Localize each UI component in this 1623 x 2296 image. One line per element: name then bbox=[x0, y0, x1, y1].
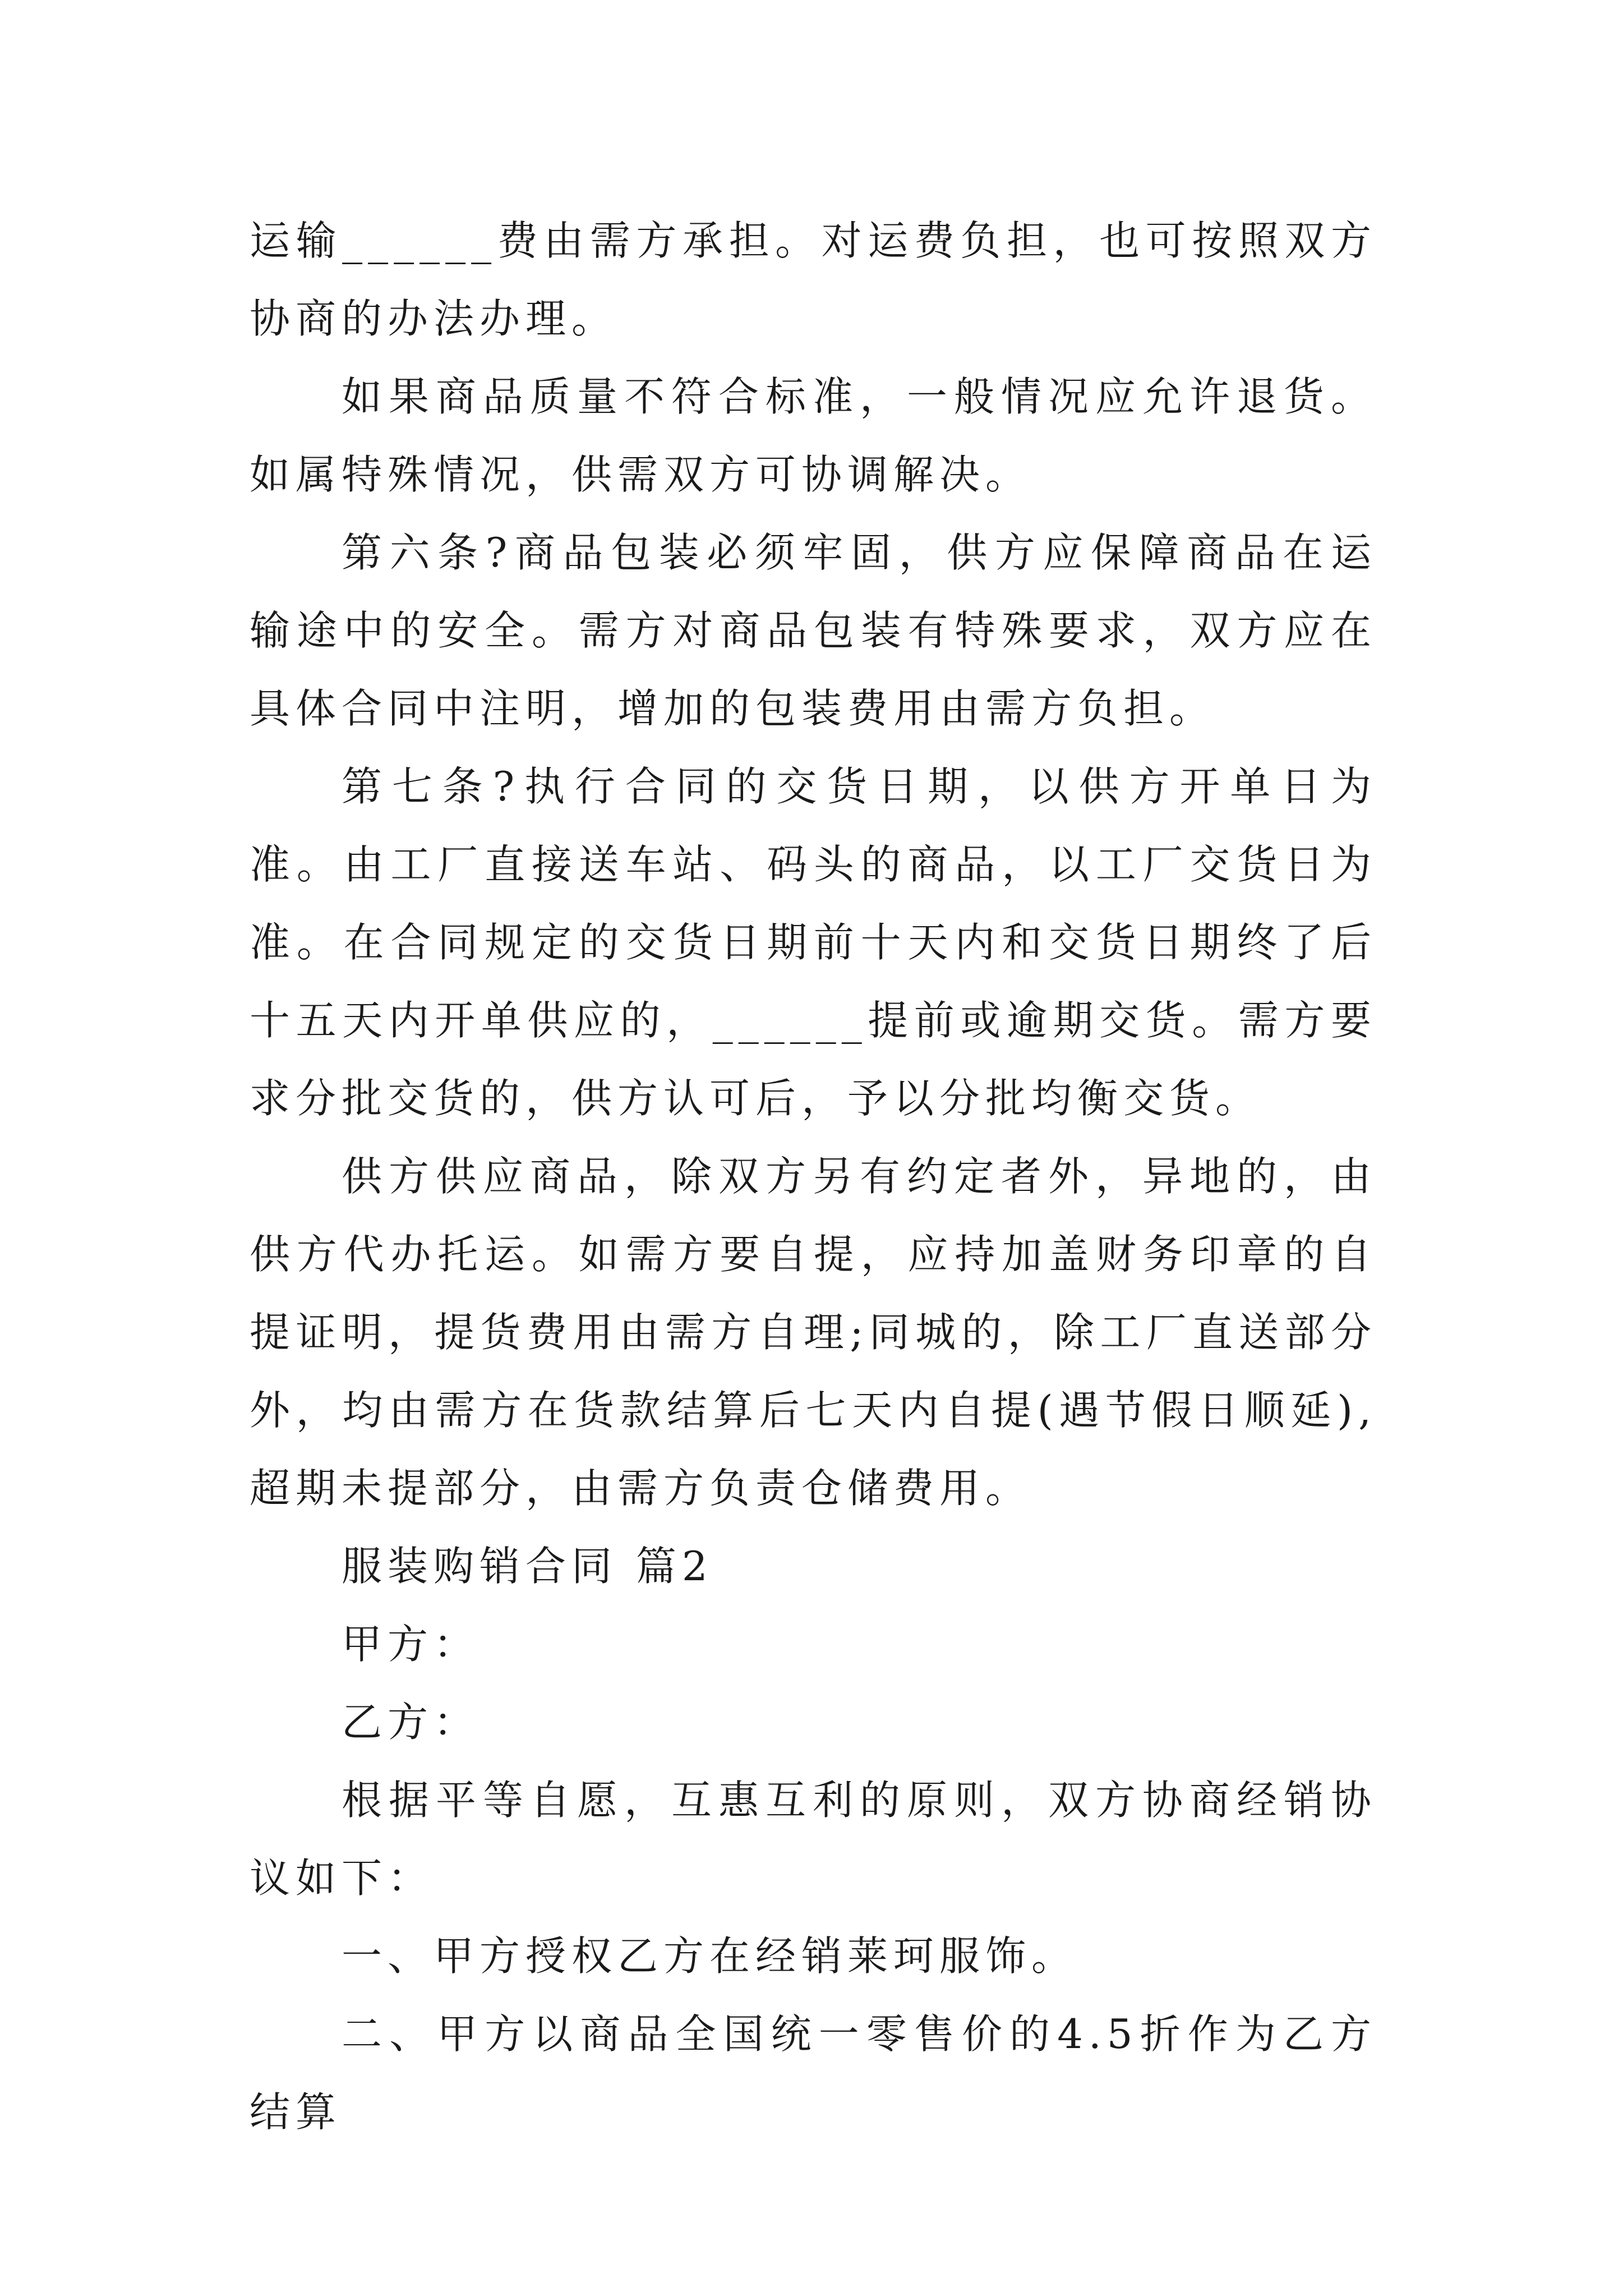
document-body bbox=[250, 202, 1377, 2151]
clause-2: 二、甲方以商品全国统一零售价的4.5折作为乙方结算 bbox=[250, 2010, 1377, 2136]
paragraph-quality-return: 如果商品质量不符合标准，一般情况应允许退货。如属特殊情况，供需双方可协调解决。 bbox=[250, 373, 1377, 498]
paragraph-delivery-pickup: 供方供应商品，除双方另有约定者外，异地的，由供方代办托运。如需方要自提，应持加盖财务印章的自提证明，提货费用由需方自理;同城的，除工厂直送部分外，均由需方在货款结算后七天内自提(遇节假日顺延),超期未提部分，由需方负责仓储费用。 bbox=[250, 1153, 1377, 1512]
party-a-label: 甲方： bbox=[342, 1621, 480, 1668]
paragraph-principle: 根据平等自愿，互惠互利的原则，双方协商经销协议如下： bbox=[250, 1777, 1377, 1902]
paragraph-transport-cost: 运输______费由需方承担。对运费负担，也可按照双方协商的办法办理。 bbox=[250, 217, 1377, 342]
paragraph-article-6: 第六条?商品包装必须牢固，供方应保障商品在运输途中的安全。需方对商品包装有特殊要求，双方应在具体合同中注明，增加的包装费用由需方负担。 bbox=[250, 529, 1377, 732]
clause-1: 一、甲方授权乙方在经销莱珂服饰。 bbox=[342, 1932, 1078, 1980]
paragraph-article-7: 第七条?执行合同的交货日期，以供方开单日为准。由工厂直接送车站、码头的商品，以工厂交货日为准。在合同规定的交货日期前十天内和交货日期终了后十五天内开单供应的，______提前或逾期交货。需方要求分批交货的，供方认可后，予以分批均衡交货。 bbox=[250, 763, 1377, 1122]
section-heading: 服装购销合同 篇2 bbox=[342, 1543, 713, 1590]
party-b-label: 乙方： bbox=[342, 1699, 480, 1746]
